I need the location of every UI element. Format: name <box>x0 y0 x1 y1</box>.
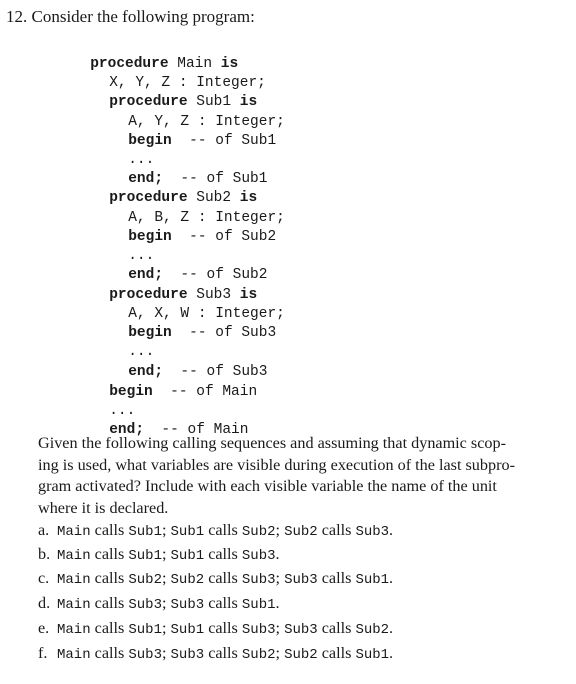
answer-unit-name: Sub2 <box>241 524 276 540</box>
answer-text: . <box>389 619 394 637</box>
answer-item-b <box>38 544 280 566</box>
code-line: ... <box>128 152 155 168</box>
code-line: procedure Sub3 is <box>109 287 258 303</box>
answer-text: . <box>389 521 394 539</box>
answer-letter: c. <box>38 569 50 587</box>
answer-item-d <box>38 593 280 615</box>
answer-unit-name: Sub3 <box>241 572 276 588</box>
answer-text: ; <box>161 594 171 612</box>
answer-unit-name: Sub1 <box>170 548 205 564</box>
code-line: begin -- of Main <box>109 384 258 400</box>
code-line: ... <box>128 344 155 360</box>
answer-unit-name: Sub2 <box>128 572 162 588</box>
answer-letter: e. <box>38 619 50 637</box>
answer-unit-name: Sub2 <box>284 524 318 540</box>
answer-text: calls <box>204 619 242 637</box>
answer-text: ; <box>161 521 171 539</box>
code-line: end; -- of Main <box>109 422 249 438</box>
code-line: ... <box>109 403 136 419</box>
answer-item-e <box>38 618 393 640</box>
answer-unit-name: Sub3 <box>128 597 162 613</box>
answer-unit-name: Main <box>57 572 91 588</box>
code-line: end; -- of Sub3 <box>128 364 268 380</box>
answer-text: . <box>389 644 394 662</box>
code-line: procedure Main is <box>90 56 239 72</box>
answer-text: . <box>389 569 394 587</box>
answer-unit-name: Sub2 <box>241 647 276 663</box>
answer-unit-name: Sub1 <box>128 548 162 564</box>
answer-text: calls <box>204 644 242 662</box>
answer-unit-name: Sub1 <box>128 622 162 638</box>
answer-unit-name: Sub3 <box>241 548 276 564</box>
answer-text: calls <box>90 545 129 563</box>
code-line: procedure Sub2 is <box>109 190 258 206</box>
question-body <box>38 433 568 519</box>
answer-text: ; <box>275 569 285 587</box>
answer-text: ; <box>275 644 285 662</box>
answer-unit-name: Sub3 <box>170 647 205 663</box>
answer-unit-name: Sub2 <box>170 572 205 588</box>
question-heading <box>6 6 255 28</box>
answer-text: . <box>275 545 280 563</box>
answer-text: calls <box>90 644 129 662</box>
answer-unit-name: Sub1 <box>128 524 162 540</box>
answer-text: calls <box>317 619 356 637</box>
answer-unit-name: Sub1 <box>355 647 390 663</box>
answer-unit-name: Sub3 <box>284 622 318 638</box>
answer-text: . <box>275 594 280 612</box>
code-line: ... <box>128 248 155 264</box>
body-line: Given the following calling sequences and assuming that dynamic scop- <box>38 434 506 452</box>
answer-unit-name: Main <box>57 597 91 613</box>
answer-unit-name: Sub1 <box>170 524 205 540</box>
answer-text: ; <box>161 569 171 587</box>
question-prompt: Consider the following program: <box>31 7 255 26</box>
answer-text: ; <box>161 619 171 637</box>
answer-text: calls <box>204 569 242 587</box>
answer-item-f <box>38 643 393 665</box>
code-line: procedure Sub1 is <box>109 94 258 110</box>
answer-unit-name: Sub3 <box>284 572 318 588</box>
body-line: ing is used, what variables are visible during execution of the last subpro- <box>38 455 515 474</box>
answer-text: calls <box>204 521 242 539</box>
answer-text: ; <box>161 644 171 662</box>
answer-text: calls <box>204 545 242 563</box>
answer-text: ; <box>275 521 285 539</box>
answer-unit-name: Sub3 <box>128 647 162 663</box>
answer-item-a <box>38 520 393 542</box>
answer-unit-name: Main <box>57 524 91 540</box>
question-number: 12. <box>6 7 28 26</box>
answer-item-c <box>38 568 393 590</box>
answer-unit-name: Sub1 <box>170 622 205 638</box>
code-line: A, B, Z : Integer; <box>128 210 285 226</box>
answer-unit-name: Sub1 <box>241 597 276 613</box>
code-line: end; -- of Sub2 <box>128 267 268 283</box>
answer-text: calls <box>90 569 129 587</box>
answer-text: calls <box>317 569 356 587</box>
code-line: X, Y, Z : Integer; <box>109 75 266 91</box>
answer-unit-name: Sub3 <box>241 622 276 638</box>
answer-text: calls <box>90 521 129 539</box>
answer-letter: a. <box>38 521 50 539</box>
answer-letter: f. <box>38 644 48 662</box>
code-line: end; -- of Sub1 <box>128 171 268 187</box>
answer-unit-name: Main <box>57 647 91 663</box>
code-line: begin -- of Sub2 <box>128 229 277 245</box>
answer-unit-name: Sub3 <box>355 524 390 540</box>
answer-unit-name: Main <box>57 548 91 564</box>
answer-text: calls <box>90 619 129 637</box>
answer-text: calls <box>317 644 356 662</box>
answer-letter: b. <box>38 545 51 563</box>
code-line: A, Y, Z : Integer; <box>128 114 285 130</box>
answer-text: calls <box>204 594 242 612</box>
answer-unit-name: Sub2 <box>355 622 390 638</box>
body-line: where it is declared. <box>38 498 169 517</box>
answer-unit-name: Sub1 <box>355 572 390 588</box>
code-line: A, X, W : Integer; <box>128 306 285 322</box>
answer-unit-name: Sub3 <box>170 597 205 613</box>
answer-letter: d. <box>38 594 51 612</box>
answer-text: calls <box>317 521 356 539</box>
body-line: gram activated? Include with each visible variable the name of the unit <box>38 477 497 495</box>
answer-unit-name: Main <box>57 622 91 638</box>
code-line: begin -- of Sub1 <box>128 133 277 149</box>
answer-unit-name: Sub2 <box>284 647 318 663</box>
answer-text: ; <box>161 545 171 563</box>
answer-text: calls <box>90 594 129 612</box>
answer-text: ; <box>275 619 285 637</box>
code-line: begin -- of Sub3 <box>128 325 277 341</box>
